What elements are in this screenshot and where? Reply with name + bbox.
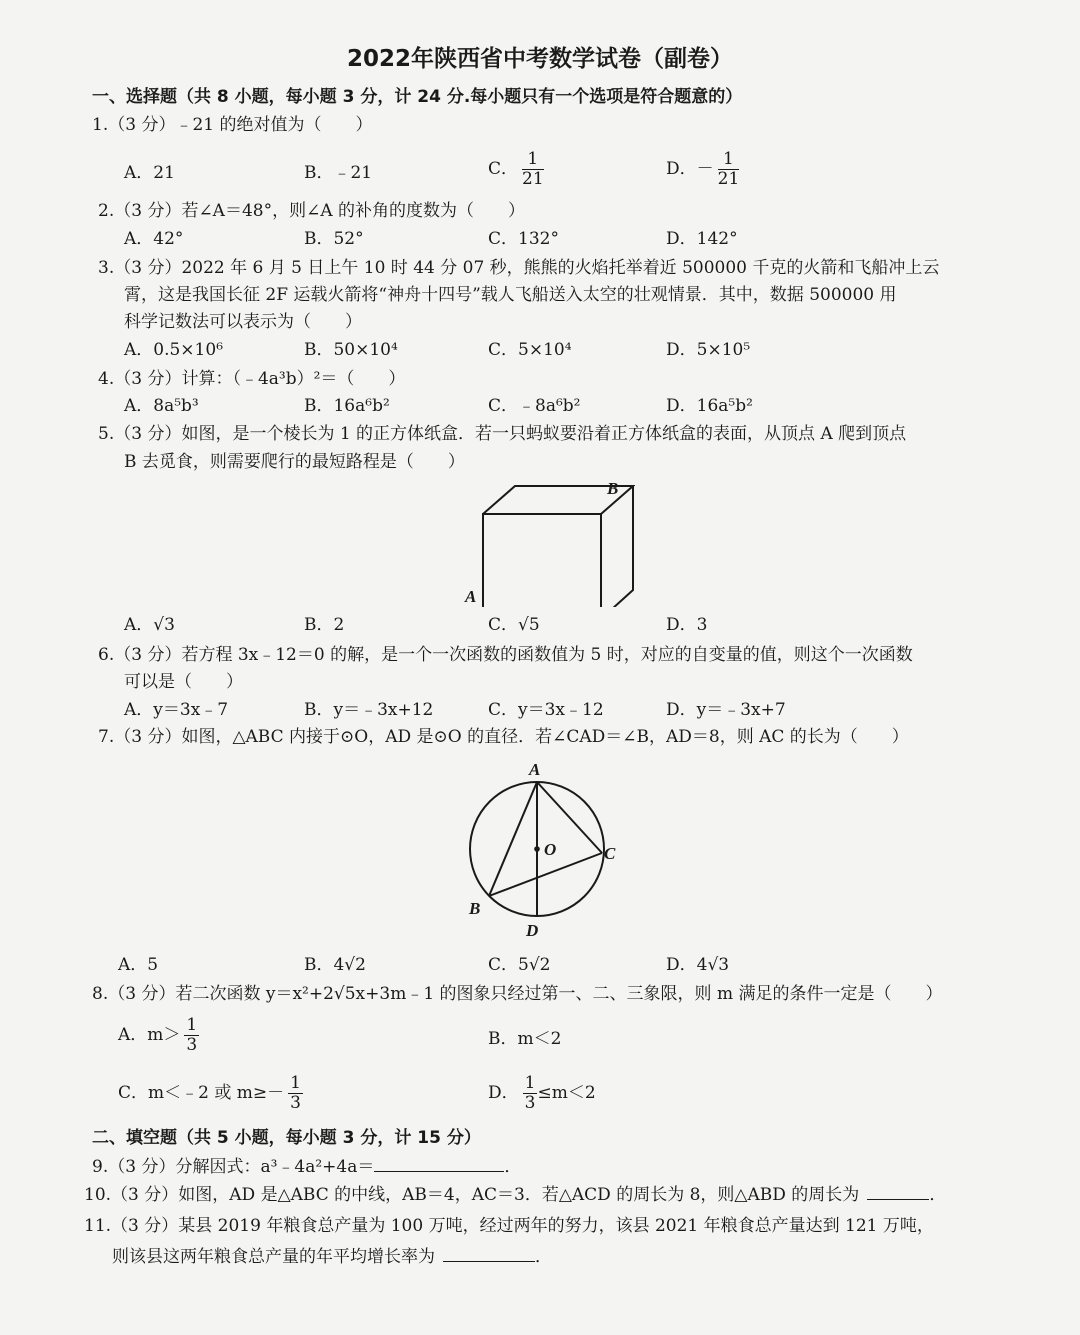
q8-option-b: B．m＜2	[488, 1029, 562, 1049]
q7-option-b: B．4√2	[304, 955, 366, 975]
question-2-stem: 2.（3 分）若∠A＝48°，则∠A 的补角的度数为（ ）	[98, 201, 526, 221]
question-7-stem: 7.（3 分）如图，△ABC 内接于⊙O，AD 是⊙O 的直径．若∠CAD＝∠B，AD＝8，则 AC 的长为（ ）	[98, 727, 909, 747]
question-4-stem: 4.（3 分）计算：（﹣4a³b）²＝（ ）	[98, 369, 406, 389]
center-point	[534, 846, 540, 852]
q4-option-a: A．8a⁵b³	[124, 396, 199, 416]
q9-answer-blank[interactable]	[374, 1155, 504, 1172]
page-title: 2022年陕西省中考数学试卷（副卷）	[346, 46, 733, 72]
q1-option-c: C． $\frac{1}{21}$	[488, 149, 544, 189]
q4-option-b: B．16a⁶b²	[304, 396, 390, 416]
question-6-line-2: 可以是（ ）	[124, 672, 243, 692]
cube-figure	[455, 472, 635, 607]
circle-label-a: A	[529, 760, 541, 779]
circle-label-d: D	[526, 921, 539, 940]
q5-option-a: A．√3	[124, 615, 175, 635]
q8-option-c: C．m＜﹣2 或 m≥－ $\frac{1}{3}$	[118, 1073, 301, 1113]
question-5-line-2: B 去觅食，则需要爬行的最短路程是（ ）	[124, 452, 465, 472]
question-9-stem: 9.（3 分）分解因式：a³﹣4a²+4a＝ ．	[92, 1157, 522, 1177]
q5-option-b: B．2	[304, 615, 345, 635]
q1-option-b: B．﹣21	[304, 163, 373, 183]
q3-option-d: D．5×10⁵	[666, 340, 751, 360]
q11-answer-blank[interactable]	[443, 1245, 535, 1262]
q6-option-b: B．y＝﹣3x+12	[304, 700, 434, 720]
q8-option-a: A．m＞ $\frac{1}{3}$	[118, 1015, 198, 1055]
q6-option-d: D．y＝﹣3x+7	[666, 700, 786, 720]
q2-option-d: D．142°	[666, 229, 738, 249]
q3-option-a: A．0.5×10⁶	[124, 340, 224, 360]
question-6-line-1: 6.（3 分）若方程 3x﹣12＝0 的解，是一个一次函数的函数值为 5 时，对应的自变量的值，则这个一次函数	[98, 645, 913, 665]
question-11-line-1: 11.（3 分）某县 2019 年粮食总产量为 100 万吨，经过两年的努力，该县 2021 年粮食总产量达到 121 万吨，	[84, 1216, 934, 1236]
question-3-line-1: 3.（3 分）2022 年 6 月 5 日上午 10 时 44 分 07 秒，熊熊的火焰托举着近 500000 千克的火箭和飞船冲上云	[98, 258, 940, 278]
q3-option-b: B．50×10⁴	[304, 340, 398, 360]
q4-option-d: D．16a⁵b²	[666, 396, 753, 416]
q7-option-d: D．4√3	[666, 955, 730, 975]
q6-option-a: A．y＝3x﹣7	[124, 700, 229, 720]
circle-label-c: C	[604, 844, 616, 863]
q8-option-d: D． $\frac{1}{3}$ ≤m＜2	[488, 1073, 596, 1113]
question-3-line-2: 霄，这是我国长征 2F 运载火箭将“神舟十四号”载人飞船送入太空的壮观情景．其中，数据 500000 用	[124, 285, 897, 305]
chord-bc	[489, 853, 602, 896]
q7-option-a: A．5	[118, 955, 159, 975]
question-8-stem: 8.（3 分）若二次函数 y＝x²+2√5x+3m﹣1 的图象只经过第一、二、三象限，则 m 满足的条件一定是（ ）	[92, 984, 943, 1004]
q6-option-c: C．y＝3x﹣12	[488, 700, 604, 720]
section-heading-choice: 一、选择题（共 8 小题，每小题 3 分，计 24 分.每小题只有一个选项是符合题意的）	[92, 87, 743, 107]
question-5-line-1: 5.（3 分）如图，是一个棱长为 1 的正方体纸盒．若一只蚂蚁要沿着正方体纸盒的表面，从顶点 A 爬到顶点	[98, 424, 907, 444]
q4-option-c: C．﹣8a⁶b²	[488, 396, 581, 416]
question-10-stem: 10.（3 分）如图，AD 是△ABC 的中线，AB＝4，AC＝3．若△ACD 的周长为 8，则△ABD 的周长为 ．	[84, 1185, 947, 1205]
q5-option-d: D．3	[666, 615, 708, 635]
q10-answer-blank[interactable]	[867, 1183, 929, 1200]
section-heading-fill-blank: 二、填空题（共 5 小题，每小题 3 分，计 15 分）	[92, 1128, 481, 1148]
chord-ab	[489, 782, 537, 896]
question-11-line-2: 则该县这两年粮食总产量的年平均增长率为 ．	[112, 1247, 552, 1267]
cube-vertex-a-label: A	[465, 587, 477, 606]
q5-option-c: C．√5	[488, 615, 540, 635]
q3-option-c: C．5×10⁴	[488, 340, 572, 360]
cube-side-face	[601, 486, 633, 607]
question-3-line-3: 科学记数法可以表示为（ ）	[124, 312, 362, 332]
q1-option-a: A．21	[124, 163, 175, 183]
circle-figure	[455, 755, 630, 940]
cube-front-face	[483, 514, 601, 607]
q2-option-b: B．52°	[304, 229, 364, 249]
q1-option-d: D．－ $\frac{1}{21}$	[666, 149, 740, 189]
circle-label-o: O	[544, 840, 557, 859]
circle-label-b: B	[469, 899, 481, 918]
q2-option-c: C．132°	[488, 229, 559, 249]
cube-vertex-b-label: B	[607, 479, 619, 498]
q2-option-a: A．42°	[124, 229, 184, 249]
q7-option-c: C．5√2	[488, 955, 551, 975]
question-1-stem: 1.（3 分）﹣21 的绝对值为（ ）	[92, 115, 373, 135]
